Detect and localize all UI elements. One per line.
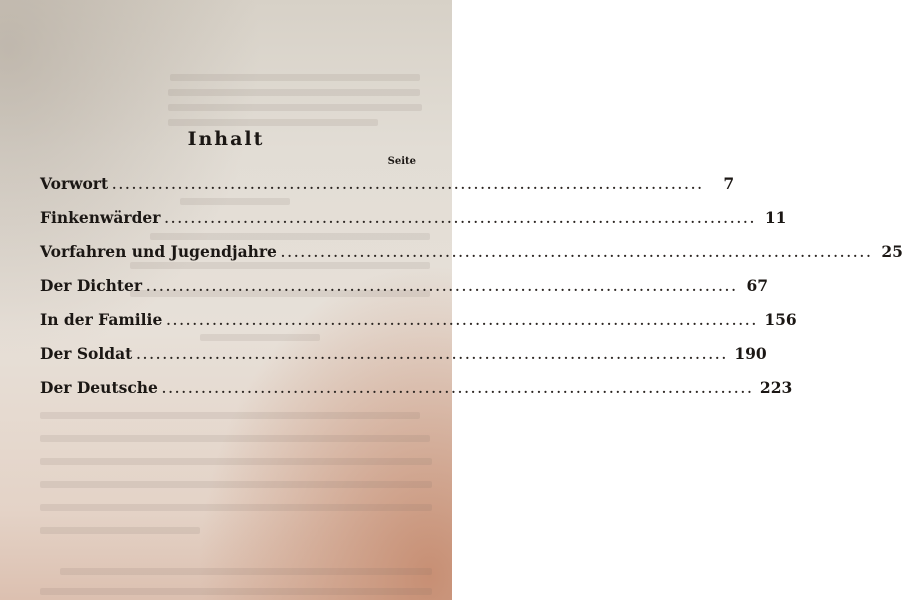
toc-entry-title: In der Familie <box>40 310 163 329</box>
toc-entry-der-soldat[interactable] <box>40 344 767 370</box>
bleed-through-text <box>40 458 432 465</box>
dot-leader: .......................................................................................... <box>146 280 739 294</box>
dot-leader: .......................................................................................... <box>161 382 754 396</box>
toc-entry-page: 190 <box>734 344 767 363</box>
dot-leader: .......................................................................................... <box>112 178 705 192</box>
toc-entry-title: Der Dichter <box>40 276 143 295</box>
dot-leader: .......................................................................................... <box>136 348 729 362</box>
toc-entry-page: 7 <box>723 174 735 193</box>
bleed-through-text <box>168 104 422 111</box>
bleed-through-text <box>40 481 432 488</box>
bleed-through-text <box>168 119 378 126</box>
toc-entry-title: Der Soldat <box>40 344 133 363</box>
toc-entry-page: 67 <box>746 276 769 295</box>
bleed-through-text <box>40 588 432 595</box>
toc-entry-der-dichter[interactable] <box>40 276 769 302</box>
dot-leader: .......................................................................................... <box>166 314 759 328</box>
toc-entry-vorfahren[interactable] <box>40 242 903 268</box>
toc-entry-finkenwaerder[interactable] <box>40 208 787 234</box>
dot-leader: .......................................................................................... <box>164 212 757 226</box>
toc-entry-page: 156 <box>764 310 797 329</box>
dot-leader: .......................................................................................... <box>280 246 873 260</box>
toc-entry-page: 223 <box>759 378 793 397</box>
page-title: Inhalt <box>187 128 265 150</box>
toc-entry-vorwort[interactable] <box>40 174 735 200</box>
toc-entry-in-der-familie[interactable] <box>40 310 797 336</box>
bleed-through-text <box>40 412 420 419</box>
toc-entry-title: Finkenwärder <box>40 208 161 227</box>
bleed-through-text <box>40 504 432 511</box>
bleed-through-text <box>60 568 432 575</box>
toc-entry-title: Vorfahren und Jugendjahre <box>40 242 277 261</box>
toc-entry-title: Der Deutsche <box>40 378 158 397</box>
bleed-through-text <box>40 435 430 442</box>
toc-entry-der-deutsche[interactable] <box>40 378 793 404</box>
bleed-through-text <box>168 89 420 96</box>
toc-entry-page: 11 <box>764 208 787 227</box>
toc-entry-title: Vorwort <box>40 174 109 193</box>
page-column-label: Seite <box>387 156 416 167</box>
bleed-through-text <box>150 233 430 240</box>
bleed-through-text <box>170 74 420 81</box>
bleed-through-text <box>40 527 200 534</box>
toc-entry-page: 25 <box>881 242 903 261</box>
